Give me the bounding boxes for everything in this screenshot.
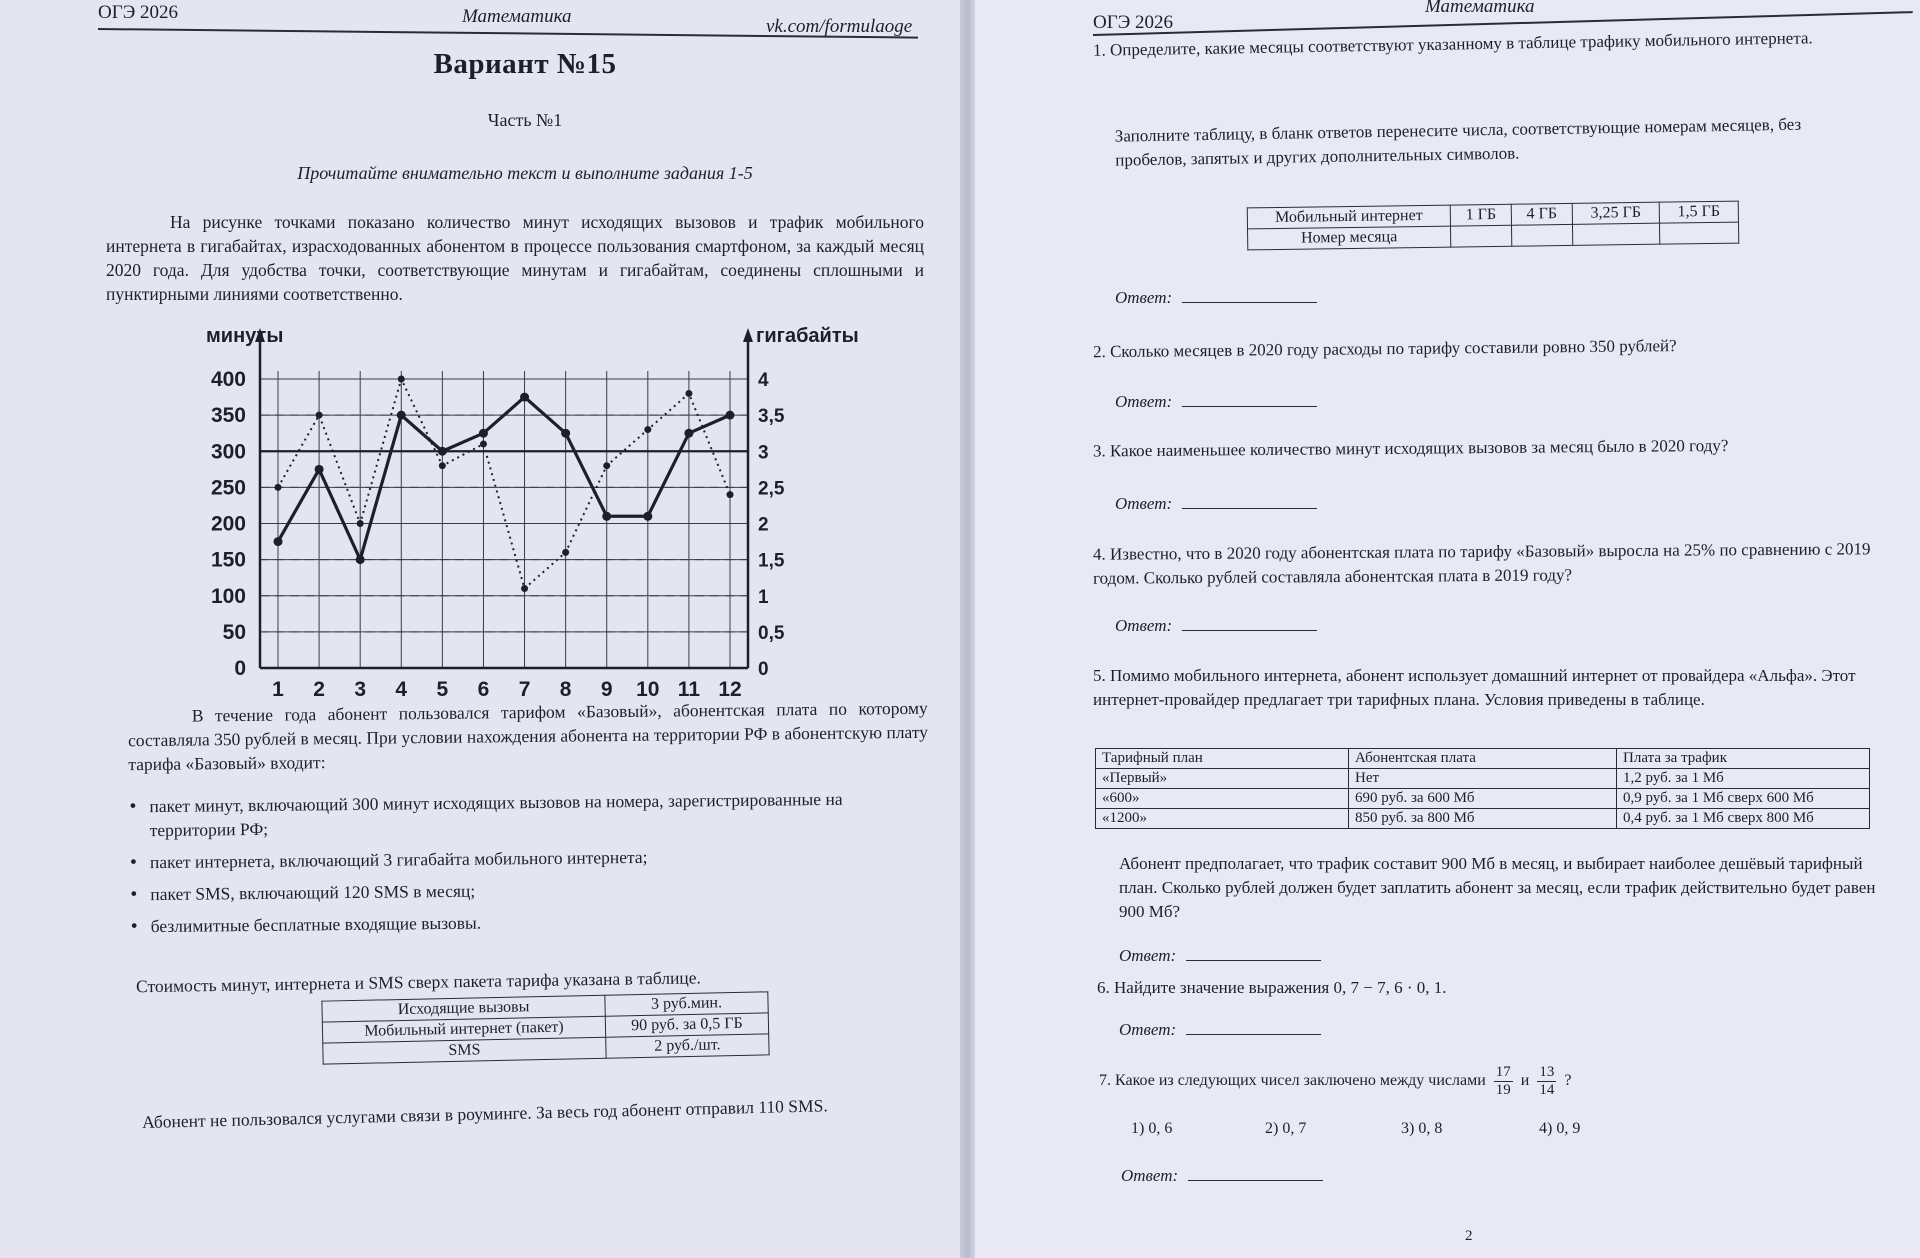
x-tick-label: 1 xyxy=(272,678,284,701)
answer-6 xyxy=(1119,1020,1321,1040)
x-tick-label: 4 xyxy=(395,678,408,701)
table-row xyxy=(1096,769,1870,789)
bullet-item: • пакет интернета, включающий 3 гигабайта мобильного интернета; xyxy=(150,842,930,874)
minutes-point xyxy=(561,429,570,438)
q1-table xyxy=(1247,201,1740,251)
option[interactable]: 3) 0, 8 xyxy=(1401,1120,1443,1137)
table-cell: 4 ГБ xyxy=(1511,203,1572,225)
option[interactable]: 4) 0, 9 xyxy=(1539,1120,1581,1137)
minutes-point xyxy=(602,512,611,521)
minutes-point xyxy=(520,393,529,402)
table-cell: 3,25 ГБ xyxy=(1572,202,1659,224)
traffic-point xyxy=(275,484,282,491)
answer-cell[interactable] xyxy=(1659,222,1738,244)
answer-label: Ответ: xyxy=(1119,946,1177,965)
table-cell: 1 ГБ xyxy=(1450,204,1511,226)
answer-2 xyxy=(1115,392,1317,412)
y2-tick-label: 1 xyxy=(758,586,769,608)
minutes-point xyxy=(643,512,652,521)
right-page xyxy=(975,0,1920,1258)
table-cell: 0,4 руб. за 1 Мб сверх 800 Мб xyxy=(1617,809,1870,829)
header-link[interactable]: vk.com/formulaoge xyxy=(766,16,913,37)
table-cell: Нет xyxy=(1349,769,1617,789)
question-5: 5. Помимо мобильного интернета, абонент использует домашний интернет от провайдера «Альфа». Этот интернет-провайдер предлагает три тарифных плана. Условия приведены в таблице. xyxy=(1093,666,1856,709)
fraction xyxy=(1494,1064,1513,1099)
q7-text: 7. Какое из следующих чисел заключено между числами xyxy=(1099,1072,1486,1090)
traffic-point xyxy=(727,491,734,498)
part-label: Часть №1 xyxy=(487,110,563,130)
roaming-paragraph: Абонент не пользовался услугами связи в роуминге. За весь год абонент отправил 110 SMS. xyxy=(141,1095,828,1133)
question-7 xyxy=(1099,1064,1879,1099)
traffic-point xyxy=(521,585,528,592)
fraction xyxy=(1537,1064,1556,1099)
y2-tick-label: 0 xyxy=(758,659,769,680)
table-cell: SMS xyxy=(323,1037,606,1064)
cost-table xyxy=(321,991,769,1064)
y-tick-label: 100 xyxy=(210,584,246,608)
table-row xyxy=(1096,789,1870,809)
question-5-text: Абонент предполагает, что трафик составит 900 Мб в месяц, и выбирает наиболее дешёвый тарифный план. Сколько рублей должен будет заплатить абонент за месяц, если трафик действительно будет равен 900 Мб? xyxy=(1119,854,1876,921)
traffic-point xyxy=(685,390,692,397)
question-1: 1. Определите, какие месяцы соответствуют указанному в таблице трафику мобильного интернета. xyxy=(1092,28,1813,60)
answer-line[interactable] xyxy=(1186,946,1321,961)
x-tick-label: 9 xyxy=(600,678,613,701)
table-cell: «1200» xyxy=(1096,809,1349,829)
bullet-item: • безлимитные бесплатные входящие вызовы. xyxy=(151,906,931,938)
traffic-point xyxy=(398,376,405,383)
variant-title: Вариант №15 xyxy=(433,48,617,80)
x-tick-label: 8 xyxy=(559,678,572,701)
answer-line[interactable] xyxy=(1182,494,1317,509)
table-cell: 0,9 руб. за 1 Мб сверх 600 Мб xyxy=(1617,789,1870,809)
minutes-point xyxy=(438,447,447,456)
table-cell: 90 руб. за 0,5 ГБ xyxy=(605,1013,768,1037)
table-cell: 3 руб.мин. xyxy=(605,992,768,1016)
minutes-point xyxy=(726,411,735,420)
traffic-point xyxy=(316,412,323,419)
answer-line[interactable] xyxy=(1186,1020,1321,1035)
y-tick-label: 0 xyxy=(234,657,246,680)
answer-line[interactable] xyxy=(1182,616,1317,631)
table-row xyxy=(1096,749,1870,769)
answer-label: Ответ: xyxy=(1115,288,1173,307)
table-cell: 1,2 руб. за 1 Мб xyxy=(1617,769,1870,789)
answer-cell[interactable] xyxy=(1572,223,1659,245)
y-tick-label: 300 xyxy=(210,440,246,464)
minutes-point xyxy=(274,537,283,546)
y2-tick-label: 1,5 xyxy=(758,550,785,572)
answer-label: Ответ: xyxy=(1119,1020,1177,1039)
answer-7 xyxy=(1121,1166,1323,1186)
y2-tick-label: 2 xyxy=(758,514,769,536)
fraction-numerator: 13 xyxy=(1539,1064,1555,1080)
chart-ticks xyxy=(211,368,785,701)
traffic-point xyxy=(644,426,651,433)
answer-4 xyxy=(1115,616,1317,636)
table-cell: Номер месяца xyxy=(1248,226,1451,250)
y2-axis-label: гигабайты xyxy=(756,325,859,347)
traffic-point xyxy=(480,441,487,448)
y-tick-label: 50 xyxy=(222,620,246,644)
option[interactable]: 2) 0, 7 xyxy=(1265,1120,1307,1137)
y2-tick-label: 3,5 xyxy=(758,406,785,428)
minutes-point xyxy=(356,555,365,564)
y2-tick-label: 0,5 xyxy=(758,622,785,644)
option[interactable]: 1) 0, 6 xyxy=(1131,1120,1173,1137)
question-1-instructions: Заполните таблицу, в бланк ответов перенесите числа, соответствующие номерам месяцев, без пробелов, запятых и других дополнительных символов. xyxy=(1114,114,1802,170)
answer-1 xyxy=(1115,288,1317,308)
q5-table xyxy=(1095,748,1870,829)
fraction-numerator: 17 xyxy=(1495,1064,1511,1080)
table-cell: «Первый» xyxy=(1096,769,1349,789)
x-tick-label: 12 xyxy=(718,678,742,701)
intro-paragraph: На рисунке точками показано количество минут исходящих вызовов и трафик мобильного интернета в гигабайтах, израсходованных абонентом в процессе пользования смартфоном, за каждый месяц 2020 года. Для удобства точки, соответствующие минутам и гигабайтам, соединены сплошными и пунктирными линиями соответственно. xyxy=(106,212,924,304)
table-cell: Тарифный план xyxy=(1096,749,1349,769)
answer-line[interactable] xyxy=(1188,1166,1323,1181)
question-4: 4. Известно, что в 2020 году абонентская плата по тарифу «Базовый» выросла на 25% по сравнению с 2019 годом. Сколько рублей составляла абонентская плата в 2019 году? xyxy=(1092,539,1871,588)
header-exam: ОГЭ 2026 xyxy=(1093,12,1173,33)
answer-cell[interactable] xyxy=(1511,224,1572,246)
table-cell: 2 руб./шт. xyxy=(606,1034,769,1058)
x-tick-label: 3 xyxy=(354,678,367,701)
minutes-point xyxy=(397,411,406,420)
y2-tick-label: 3 xyxy=(758,442,769,464)
minutes-traffic-chart xyxy=(190,318,870,704)
x-tick-label: 5 xyxy=(436,678,449,701)
q7-and: и xyxy=(1520,1072,1530,1090)
bullet-list xyxy=(149,786,930,938)
table-cell: 850 руб. за 800 Мб xyxy=(1349,809,1617,829)
traffic-point xyxy=(562,549,569,556)
x-tick-label: 7 xyxy=(518,678,531,701)
x-tick-label: 2 xyxy=(313,678,325,701)
y-tick-label: 250 xyxy=(210,476,246,500)
tariff-paragraph: В течение года абонент пользовался тарифом «Базовый», абонентская плата по которому составляла 350 рублей в месяц. При условии нахождения абонента на территории РФ в абонентскую плату тарифа «Базовый» входит: xyxy=(127,697,929,775)
table-cell: 1,5 ГБ xyxy=(1659,201,1738,223)
cost-caption: Стоимость минут, интернета и SMS сверх пакета тарифа указана в таблице. xyxy=(135,967,702,997)
y-tick-label: 350 xyxy=(210,404,246,428)
instruction: Прочитайте внимательно текст и выполните задания 1-5 xyxy=(297,163,753,183)
page-number: 2 xyxy=(1465,1228,1473,1244)
table-cell: Исходящие вызовы xyxy=(322,995,605,1022)
table-cell: Плата за трафик xyxy=(1617,749,1870,769)
y2-tick-label: 4 xyxy=(758,370,769,391)
answer-label: Ответ: xyxy=(1115,494,1173,513)
x-tick-label: 11 xyxy=(677,678,701,701)
answer-line[interactable] xyxy=(1182,392,1317,407)
answer-3 xyxy=(1115,494,1317,514)
y-axis-label: минуты xyxy=(206,325,284,347)
minutes-point xyxy=(479,429,488,438)
y2-tick-label: 2,5 xyxy=(758,478,785,500)
traffic-point xyxy=(357,520,364,527)
header-subject: Математика xyxy=(462,6,572,27)
answer-label: Ответ: xyxy=(1121,1166,1179,1185)
header-subject: Математика xyxy=(1425,0,1535,17)
bullet-item: • пакет минут, включающий 300 минут исходящих вызовов на номера, зарегистрированные на территории РФ; xyxy=(149,786,929,842)
traffic-point xyxy=(439,462,446,469)
book-gutter xyxy=(960,0,975,1258)
q7-qmark: ? xyxy=(1564,1072,1572,1090)
traffic-point xyxy=(603,462,610,469)
y-tick-label: 400 xyxy=(210,368,246,391)
answer-line[interactable] xyxy=(1182,288,1317,303)
x-tick-label: 10 xyxy=(636,678,660,701)
question-6: 6. Найдите значение выражения 0, 7 − 7, 6 · 0, 1. xyxy=(1097,978,1447,997)
right-axis-arrow xyxy=(743,328,753,342)
y-tick-label: 200 xyxy=(210,512,246,536)
minutes-point xyxy=(684,429,693,438)
fraction-denominator: 19 xyxy=(1495,1082,1511,1098)
header-exam: ОГЭ 2026 xyxy=(98,2,178,23)
minutes-point xyxy=(315,465,324,474)
fraction-denominator: 14 xyxy=(1539,1082,1555,1098)
table-row xyxy=(1096,809,1870,829)
answer-label: Ответ: xyxy=(1115,616,1173,635)
bullet-item: • пакет SMS, включающий 120 SMS в месяц; xyxy=(150,874,930,906)
table-cell: Абонентская плата xyxy=(1349,749,1617,769)
answer-label: Ответ: xyxy=(1115,392,1173,411)
x-tick-label: 6 xyxy=(477,678,490,701)
table-cell: «600» xyxy=(1096,789,1349,809)
question-3: 3. Какое наименьшее количество минут исходящих вызовов за месяц было в 2020 году? xyxy=(1092,435,1729,461)
minutes-series-line xyxy=(278,397,730,560)
answer-5 xyxy=(1119,946,1321,966)
question-2: 2. Сколько месяцев в 2020 году расходы по тарифу составили ровно 350 рублей? xyxy=(1092,336,1677,362)
table-cell: 690 руб. за 600 Мб xyxy=(1349,789,1617,809)
answer-cell[interactable] xyxy=(1451,225,1512,247)
y-tick-label: 150 xyxy=(210,548,246,572)
table-cell: Мобильный интернет xyxy=(1247,205,1450,229)
table-cell: Мобильный интернет (пакет) xyxy=(322,1016,605,1043)
